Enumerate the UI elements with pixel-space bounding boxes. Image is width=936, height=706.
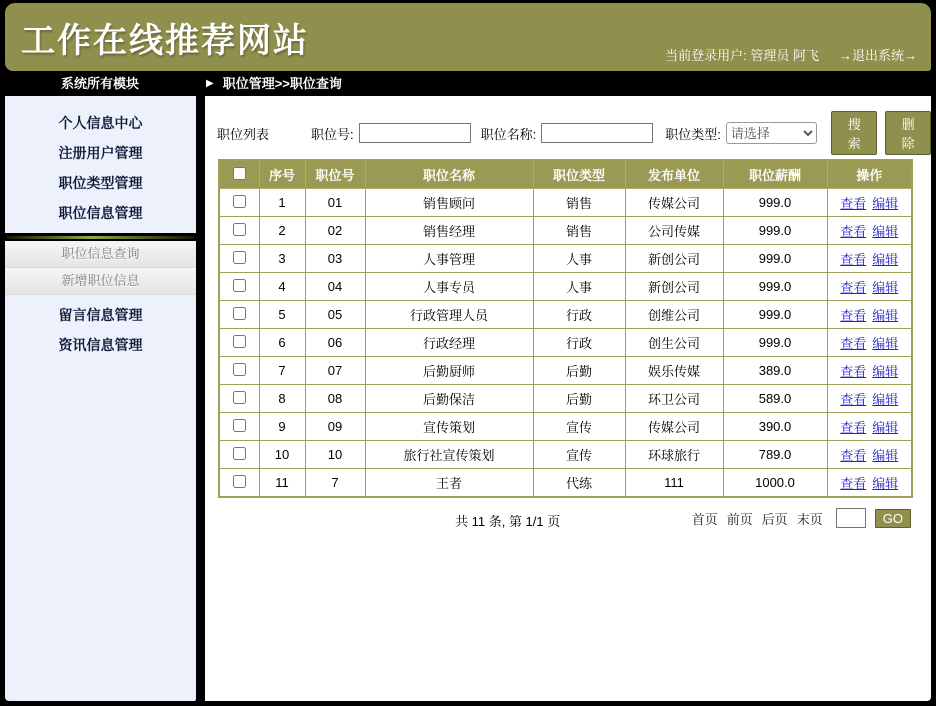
view-link[interactable]: 查看 — [840, 448, 867, 463]
next-page-link[interactable]: 后页 — [761, 511, 788, 527]
sidebar-menu-item[interactable]: 个人信息中心 — [58, 115, 143, 131]
table-row — [219, 329, 912, 357]
table-row — [219, 385, 912, 413]
sidebar-title: 系统所有模块 — [60, 76, 139, 91]
row-index: 4 — [259, 273, 305, 301]
current-user-label: 当前登录用户: 管理员 阿飞 — [665, 48, 819, 63]
row-select-cell — [219, 301, 259, 329]
select-all-header — [219, 160, 259, 189]
logout-link[interactable]: →退出系统→ — [838, 48, 917, 63]
row-index: 9 — [259, 413, 305, 441]
row-checkbox[interactable] — [233, 335, 246, 348]
row-index: 10 — [259, 441, 305, 469]
row-actions — [827, 301, 912, 329]
row-jobtype: 销售 — [533, 189, 625, 217]
row-jobno: 05 — [305, 301, 365, 329]
view-link[interactable]: 查看 — [840, 308, 867, 323]
col-header-salary: 职位薪酬 — [723, 160, 827, 189]
last-page-link[interactable]: 末页 — [796, 511, 823, 527]
row-jobname: 后勤保洁 — [365, 385, 533, 413]
sidebar-submenu-item[interactable]: 新增职位信息 — [5, 268, 196, 295]
edit-link[interactable]: 编辑 — [872, 336, 899, 351]
row-unit: 环球旅行 — [625, 441, 723, 469]
job-type-select[interactable] — [726, 122, 817, 144]
table-row — [219, 413, 912, 441]
row-jobno: 10 — [305, 441, 365, 469]
row-jobno: 06 — [305, 329, 365, 357]
breadcrumb-arrow-icon: ▶ — [206, 78, 214, 89]
row-unit: 传媒公司 — [625, 413, 723, 441]
edit-link[interactable]: 编辑 — [872, 224, 899, 239]
row-jobno: 04 — [305, 273, 365, 301]
row-jobno: 01 — [305, 189, 365, 217]
view-link[interactable]: 查看 — [840, 280, 867, 295]
row-salary: 589.0 — [723, 385, 827, 413]
col-header-index: 序号 — [259, 160, 305, 189]
row-jobtype: 宣传 — [533, 441, 625, 469]
row-jobname: 王者 — [365, 469, 533, 498]
row-jobname: 人事专员 — [365, 273, 533, 301]
row-salary: 1000.0 — [723, 469, 827, 498]
row-select-cell — [219, 273, 259, 301]
row-unit: 新创公司 — [625, 245, 723, 273]
row-checkbox[interactable] — [233, 363, 246, 376]
table-row — [219, 273, 912, 301]
edit-link[interactable]: 编辑 — [872, 364, 899, 379]
sidebar-menu-item[interactable]: 注册用户管理 — [58, 145, 143, 161]
row-salary: 999.0 — [723, 217, 827, 245]
sidebar-bottom-menu — [5, 300, 196, 360]
table-row — [219, 189, 912, 217]
row-unit: 新创公司 — [625, 273, 723, 301]
first-page-link[interactable]: 首页 — [691, 511, 718, 527]
view-link[interactable]: 查看 — [840, 252, 867, 267]
sidebar-menu-item[interactable]: 资讯信息管理 — [58, 337, 143, 353]
main-content — [205, 96, 931, 701]
row-jobno: 02 — [305, 217, 365, 245]
col-header-actions: 操作 — [827, 160, 912, 189]
row-select-cell — [219, 329, 259, 357]
row-unit: 创维公司 — [625, 301, 723, 329]
job-no-label: 职位号: — [311, 126, 354, 142]
sidebar-menu-item[interactable]: 职位信息管理 — [58, 205, 143, 221]
row-checkbox[interactable] — [233, 279, 246, 292]
col-header-jobtype: 职位类型 — [533, 160, 625, 189]
list-title: 职位列表 — [217, 126, 270, 142]
row-jobno: 08 — [305, 385, 365, 413]
job-name-input[interactable] — [541, 123, 653, 143]
row-salary: 390.0 — [723, 413, 827, 441]
row-jobtype: 人事 — [533, 245, 625, 273]
row-checkbox[interactable] — [233, 475, 246, 488]
row-select-cell — [219, 413, 259, 441]
row-unit: 创生公司 — [625, 329, 723, 357]
row-unit: 111 — [625, 469, 723, 498]
view-link[interactable]: 查看 — [840, 336, 867, 351]
row-salary: 999.0 — [723, 273, 827, 301]
table-row — [219, 441, 912, 469]
sidebar-submenu-item[interactable]: 职位信息查询 — [5, 241, 196, 268]
row-jobno: 09 — [305, 413, 365, 441]
row-actions — [827, 217, 912, 245]
row-actions — [827, 329, 912, 357]
breadcrumb-text: 职位管理>>职位查询 — [222, 76, 342, 91]
sidebar-sub-menu — [5, 241, 196, 295]
row-salary: 999.0 — [723, 189, 827, 217]
row-index: 11 — [259, 469, 305, 498]
row-index: 8 — [259, 385, 305, 413]
job-name-label: 职位名称: — [480, 126, 537, 142]
row-select-cell — [219, 385, 259, 413]
row-jobname: 行政经理 — [365, 329, 533, 357]
row-checkbox[interactable] — [233, 391, 246, 404]
row-jobtype: 宣传 — [533, 413, 625, 441]
sidebar — [5, 96, 196, 701]
jobs-table — [218, 159, 913, 498]
edit-link[interactable]: 编辑 — [872, 252, 899, 267]
row-select-cell — [219, 189, 259, 217]
row-jobname: 后勤厨师 — [365, 357, 533, 385]
row-checkbox[interactable] — [233, 195, 246, 208]
row-salary: 389.0 — [723, 357, 827, 385]
edit-link[interactable]: 编辑 — [872, 420, 899, 435]
row-checkbox[interactable] — [233, 447, 246, 460]
view-link[interactable]: 查看 — [840, 476, 867, 491]
row-jobtype: 人事 — [533, 273, 625, 301]
row-select-cell — [219, 441, 259, 469]
row-salary: 999.0 — [723, 329, 827, 357]
job-no-input[interactable] — [359, 123, 471, 143]
row-jobtype: 后勤 — [533, 385, 625, 413]
row-checkbox[interactable] — [233, 223, 246, 236]
module-bar — [0, 71, 936, 96]
delete-button[interactable]: 删除 — [885, 111, 931, 155]
row-unit: 公司传媒 — [625, 217, 723, 245]
col-header-jobno: 职位号 — [305, 160, 365, 189]
job-type-label: 职位类型: — [665, 126, 721, 142]
select-all-checkbox[interactable] — [233, 167, 246, 180]
table-row — [219, 469, 912, 498]
row-jobname: 旅行社宣传策划 — [365, 441, 533, 469]
row-jobtype: 后勤 — [533, 357, 625, 385]
row-checkbox[interactable] — [233, 307, 246, 320]
row-salary: 999.0 — [723, 301, 827, 329]
search-toolbar — [205, 117, 931, 151]
col-header-jobname: 职位名称 — [365, 160, 533, 189]
edit-link[interactable]: 编辑 — [872, 476, 899, 491]
row-index: 2 — [259, 217, 305, 245]
record-count-summary: 共 11 条, 第 1/1 页 — [455, 514, 561, 529]
row-jobname: 人事管理 — [365, 245, 533, 273]
row-actions — [827, 385, 912, 413]
sidebar-divider — [5, 233, 196, 241]
row-jobno: 03 — [305, 245, 365, 273]
row-select-cell — [219, 245, 259, 273]
edit-link[interactable]: 编辑 — [872, 308, 899, 323]
table-header-row — [219, 160, 912, 189]
row-actions — [827, 189, 912, 217]
edit-link[interactable]: 编辑 — [872, 280, 899, 295]
edit-link[interactable]: 编辑 — [872, 392, 899, 407]
row-select-cell — [219, 217, 259, 245]
row-index: 5 — [259, 301, 305, 329]
view-link[interactable]: 查看 — [840, 224, 867, 239]
row-jobtype: 行政 — [533, 301, 625, 329]
search-button[interactable]: 搜索 — [831, 111, 877, 155]
view-link[interactable]: 查看 — [840, 392, 867, 407]
row-salary: 789.0 — [723, 441, 827, 469]
sidebar-menu-item[interactable]: 留言信息管理 — [58, 307, 143, 323]
row-actions — [827, 469, 912, 498]
row-actions — [827, 357, 912, 385]
go-button[interactable]: GO — [875, 509, 911, 528]
page-title: 工作在线推荐网站 — [21, 22, 309, 60]
row-index: 1 — [259, 189, 305, 217]
row-unit: 娱乐传媒 — [625, 357, 723, 385]
row-actions — [827, 413, 912, 441]
table-row — [219, 217, 912, 245]
row-jobtype: 行政 — [533, 329, 625, 357]
row-unit: 环卫公司 — [625, 385, 723, 413]
view-link[interactable]: 查看 — [840, 364, 867, 379]
edit-link[interactable]: 编辑 — [872, 448, 899, 463]
row-jobname: 销售顾问 — [365, 189, 533, 217]
row-salary: 999.0 — [723, 245, 827, 273]
col-header-unit: 发布单位 — [625, 160, 723, 189]
sidebar-menu-item[interactable]: 职位类型管理 — [58, 175, 143, 191]
pagination — [218, 508, 911, 530]
row-checkbox[interactable] — [233, 419, 246, 432]
table-row — [219, 301, 912, 329]
view-link[interactable]: 查看 — [840, 196, 867, 211]
row-jobtype: 销售 — [533, 217, 625, 245]
app-banner — [5, 3, 931, 71]
row-jobno: 7 — [305, 469, 365, 498]
row-jobname: 宣传策划 — [365, 413, 533, 441]
table-row — [219, 357, 912, 385]
row-select-cell — [219, 469, 259, 498]
table-row — [219, 245, 912, 273]
row-jobno: 07 — [305, 357, 365, 385]
row-actions — [827, 441, 912, 469]
row-actions — [827, 273, 912, 301]
page-number-input[interactable] — [836, 508, 866, 528]
row-jobtype: 代练 — [533, 469, 625, 498]
row-checkbox[interactable] — [233, 251, 246, 264]
sidebar-top-menu — [5, 108, 196, 228]
breadcrumb — [206, 71, 342, 96]
row-jobname: 行政管理人员 — [365, 301, 533, 329]
row-index: 7 — [259, 357, 305, 385]
row-index: 6 — [259, 329, 305, 357]
view-link[interactable]: 查看 — [840, 420, 867, 435]
edit-link[interactable]: 编辑 — [872, 196, 899, 211]
row-unit: 传媒公司 — [625, 189, 723, 217]
row-jobname: 销售经理 — [365, 217, 533, 245]
row-actions — [827, 245, 912, 273]
row-index: 3 — [259, 245, 305, 273]
prev-page-link[interactable]: 前页 — [726, 511, 753, 527]
row-select-cell — [219, 357, 259, 385]
